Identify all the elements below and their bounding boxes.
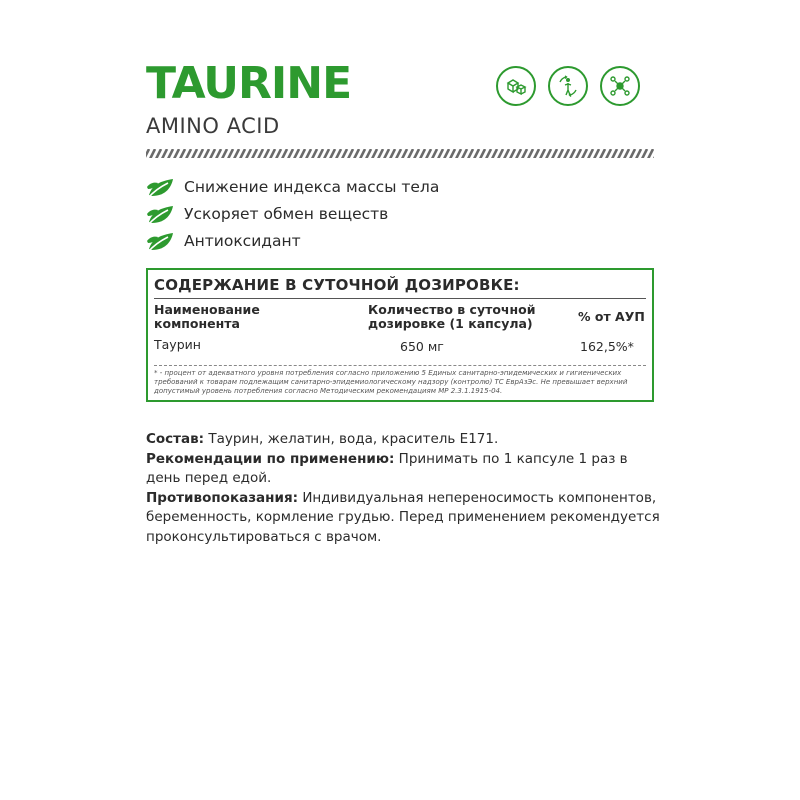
composition-text: Таурин, желатин, вода, краситель Е171. bbox=[204, 431, 499, 447]
metabolism-person-icon bbox=[548, 66, 588, 106]
benefits-list bbox=[146, 173, 439, 254]
product-info bbox=[146, 430, 666, 547]
composition-label: Состав: bbox=[146, 431, 205, 447]
usage-line bbox=[146, 450, 666, 489]
table-title: СОДЕРЖАНИЕ В СУТОЧНОЙ ДОЗИРОВКЕ: bbox=[154, 276, 520, 294]
composition-line bbox=[146, 430, 666, 450]
decorative-stripe bbox=[146, 146, 654, 158]
contraindications-line bbox=[146, 489, 666, 548]
leaf-icon bbox=[146, 202, 176, 226]
benefit-item bbox=[146, 173, 439, 200]
header-percent: % от АУП bbox=[578, 309, 645, 324]
table-footnote: * - процент от адекватного уровня потребления согласно приложению 5 Единых санитарно-эпидемических и гигиенических требований к товарам подлежащим санитарно-эпидемиологическому надзору (контролю) ТС ЕврАзЭс. Не превышает верхний допустимый уровень потребления согласно Методическим рекомендациям МР 2.3.1.1915-04. bbox=[154, 369, 628, 395]
header-quantity: Количество в суточной дозировке (1 капсула) bbox=[368, 302, 536, 331]
molecule-icon bbox=[600, 66, 640, 106]
footnote-divider bbox=[154, 365, 646, 366]
product-subtitle: AMINO ACID bbox=[146, 114, 280, 138]
row-percent: 162,5%* bbox=[580, 339, 634, 354]
leaf-icon bbox=[146, 175, 176, 199]
header-component: Наименование компонента bbox=[154, 302, 260, 331]
benefit-text: Антиоксидант bbox=[184, 231, 301, 250]
contraindications-text: Индивидуальная непереносимость компонентов, беременность, кормление грудью. Перед применением рекомендуется проконсультироваться с врачом. bbox=[146, 489, 660, 545]
sugar-cubes-icon bbox=[496, 66, 536, 106]
row-quantity: 650 мг bbox=[400, 339, 444, 354]
daily-dose-table bbox=[146, 268, 654, 402]
product-title: TAURINE bbox=[146, 58, 352, 109]
benefit-item bbox=[146, 200, 439, 227]
row-name: Таурин bbox=[154, 337, 201, 352]
leaf-icon bbox=[146, 229, 176, 253]
contraindications-label: Противопоказания: bbox=[146, 489, 299, 506]
benefit-text: Ускоряет обмен веществ bbox=[184, 204, 389, 223]
usage-text: Принимать по 1 капсуле 1 раз в день перед едой. bbox=[146, 450, 628, 486]
feature-icons bbox=[496, 66, 640, 106]
table-divider bbox=[154, 298, 646, 299]
usage-label: Рекомендации по применению: bbox=[146, 450, 395, 467]
benefit-item bbox=[146, 227, 439, 254]
benefit-text: Снижение индекса массы тела bbox=[184, 177, 440, 196]
